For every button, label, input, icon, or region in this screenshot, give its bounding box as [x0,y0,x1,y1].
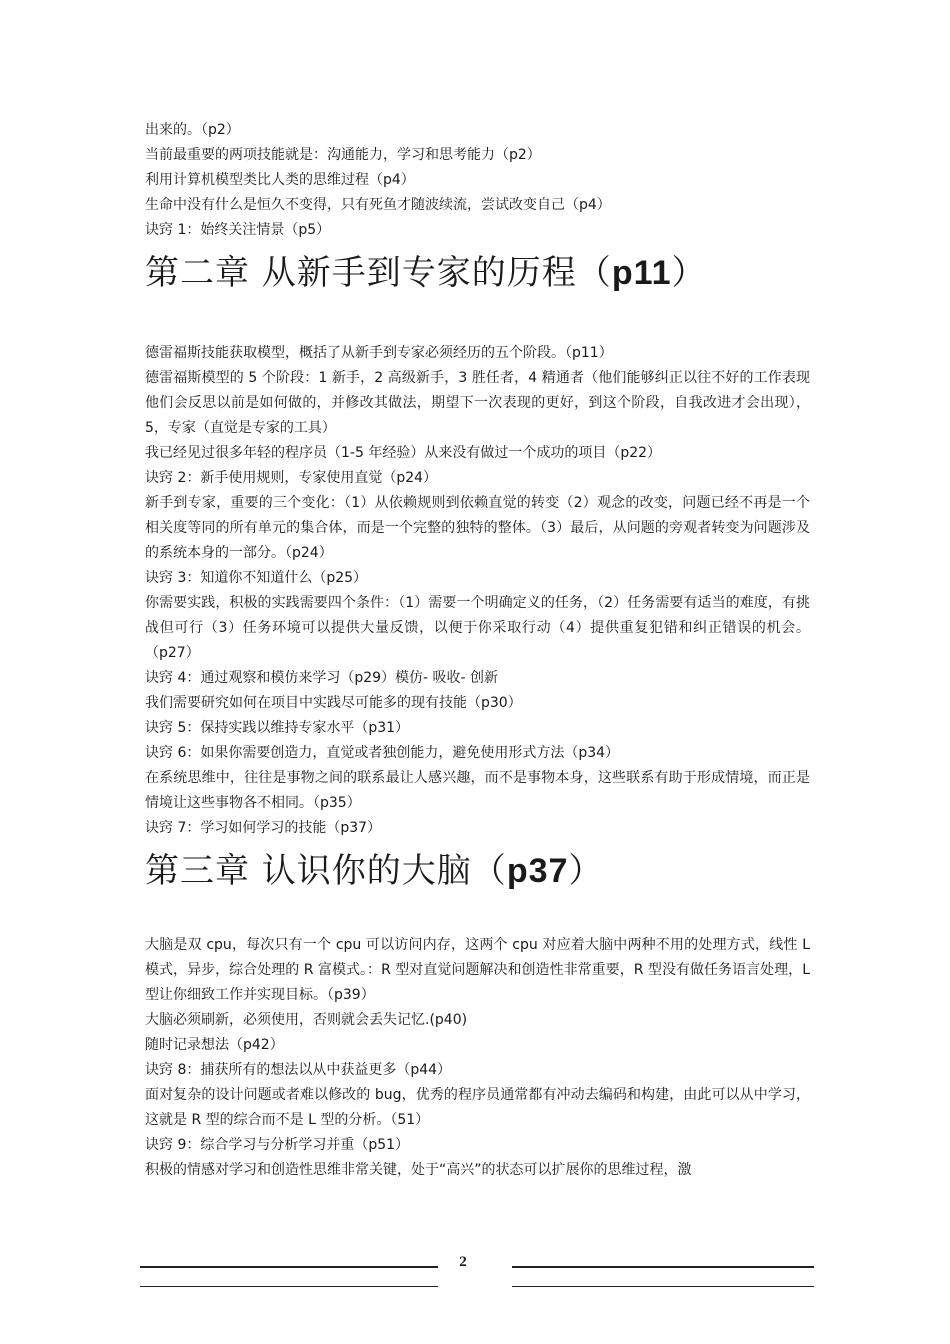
tip-line: 诀窍 4：通过观察和模仿来学习（p29）模仿- 吸收- 创新 [145,670,499,686]
tip-line: 诀窍 6：如果你需要创造力，直觉或者独创能力，避免使用形式方法（p34） [145,745,620,761]
paragraph: 德雷福斯技能获取模型，概括了从新手到专家必须经历的五个阶段。（p11） [145,345,613,361]
footer-rule-left-top [140,1266,438,1268]
chapter-page: p37 [506,852,569,890]
paragraph: 我们需要研究如何在项目中实践尽可能多的现有技能（p30） [145,695,522,711]
paragraph: 新手到专家，重要的三个变化：（1）从依赖规则到依赖直觉的转变（2）观念的改变，问题已经不再是一个相关度等同的所有单元的集合体，而是一个完整的独特的整体。（3）最后，从问题的旁观者转变为问题涉及的系统本身的一部分。（p24） [145,495,810,561]
paragraph: 随时记录想法（p42） [145,1037,284,1053]
chapter-title: 第三章 认识你的大脑（ [145,851,507,891]
paragraph: 利用计算机模型类比人类的思维过程（p4） [145,172,415,188]
tip-line: 诀窍 3：知道你不知道什么（p25） [145,570,368,586]
paragraph: 我已经见过很多年轻的程序员（1-5 年经验）从来没有做过一个成功的项目（p22） [145,445,662,461]
chapter-title: 第二章 从新手到专家的历程（ [145,253,612,293]
chapter-2-heading [145,251,810,295]
paragraph: 出来的。（p2） [145,122,240,138]
tip-line: 诀窍 7：学习如何学习的技能（p37） [145,820,382,836]
paragraph: 大脑必须刷新，必须使用，否则就会丢失记忆.(p40) [145,1012,468,1028]
tip-line: 诀窍 5：保持实践以维持专家水平（p31） [145,720,410,736]
paragraph: 德雷福斯模型的 5 个阶段：1 新手，2 高级新手，3 胜任者，4 精通者（他们能够纠正以往不好的工作表现他们会反思以前是如何做的，并修改其做法，期望下一次表现的更好，到这个阶段，自我改进才会出现），5，专家（直觉是专家的工具） [145,370,810,436]
footer-rule-left-bottom [140,1286,438,1287]
paragraph: 面对复杂的设计问题或者难以修改的 bug，优秀的程序员通常都有冲动去编码和构建，由此可以从中学习，这就是 R 型的综合而不是 L 型的分析。（51） [145,1087,810,1128]
page-footer [0,1252,950,1292]
tip-line: 诀窍 8：捕获所有的想法以从中获益更多（p44） [145,1062,452,1078]
chapter-page: p11 [611,254,672,292]
tip-line: 诀窍 1：始终关注情景（p5） [145,222,331,238]
chapter-3-heading [145,849,810,893]
paragraph: 当前最重要的两项技能就是：沟通能力，学习和思考能力（p2） [145,147,541,163]
tip-line: 诀窍 2：新手使用规则，专家使用直觉（p24） [145,470,438,486]
footer-rule-right-top [512,1266,814,1268]
paragraph: 积极的情感对学习和创造性思维非常关键，处于“高兴”的状态可以扩展你的思维过程，激 [145,1162,692,1178]
chapter-close: ） [568,851,604,891]
paragraph: 在系统思维中，往往是事物之间的联系最让人感兴趣，而不是事物本身，这些联系有助于形成情境，而正是情境让这些事物各不相同。（p35） [145,770,810,811]
footer-rule-right-bottom [512,1286,814,1287]
tip-line: 诀窍 9：综合学习与分析学习并重（p51） [145,1137,410,1153]
document-body [145,118,810,1183]
paragraph: 你需要实践，积极的实践需要四个条件：（1）需要一个明确定义的任务，（2）任务需要有适当的难度，有挑战但可行（3）任务环境可以提供大量反馈，以便于你采取行动（4）提供重复犯错和纠正错误的机会。（p27） [145,595,810,661]
chapter-close: ） [671,253,707,293]
paragraph: 大脑是双 cpu，每次只有一个 cpu 可以访问内存，这两个 cpu 对应着大脑中两种不用的处理方式，线性 L 模式，异步，综合处理的 R 富模式。：R 型对直觉问题解决和创造性非常重要，R 型没有做任务语言处理，L 型让你细致工作并实现目标。（p39） [145,937,810,1003]
paragraph: 生命中没有什么是恒久不变得，只有死鱼才随波续流，尝试改变自己（p4） [145,197,611,213]
page-number: 2 [459,1254,467,1270]
